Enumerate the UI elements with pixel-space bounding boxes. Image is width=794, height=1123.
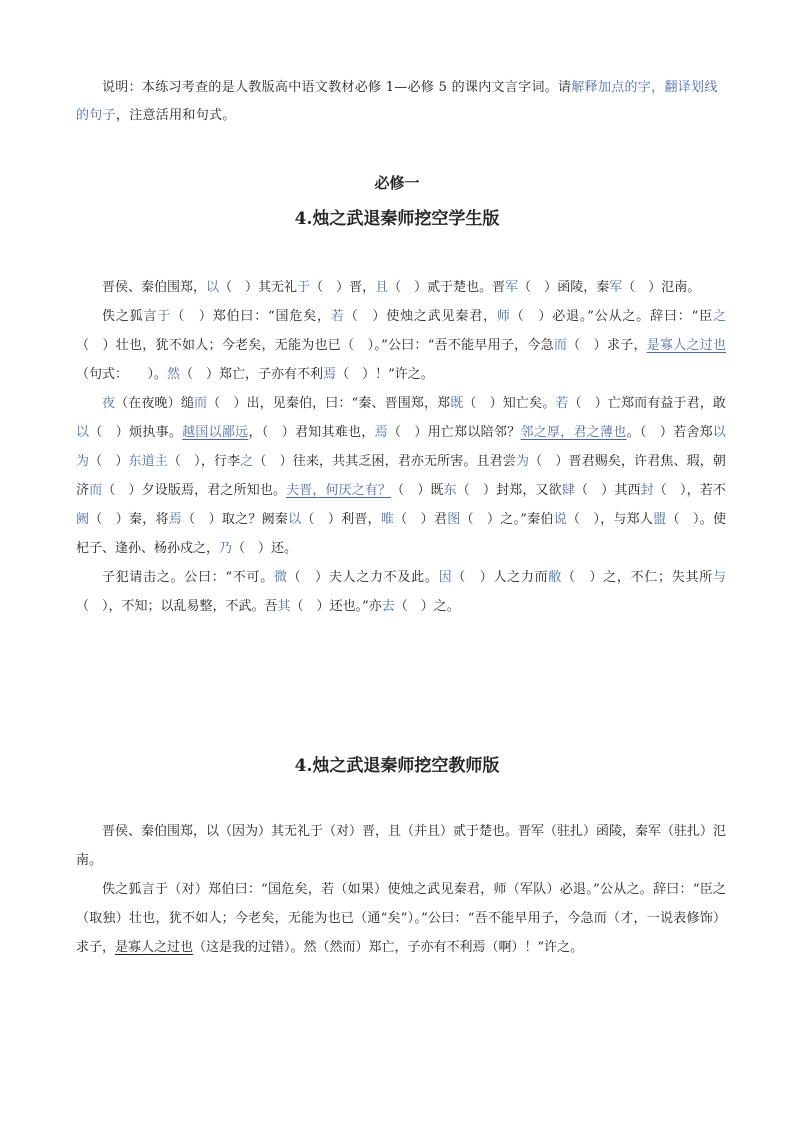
text-run: 还。 <box>271 541 298 556</box>
text-run: 壮也，犹不如人；今老矣，无能为也已 <box>115 338 342 353</box>
answer-blank: （ ） <box>566 512 601 527</box>
answer-blank: （ ） <box>167 454 201 469</box>
text-run: 利晋， <box>341 512 381 527</box>
answer-blank: （ ） <box>207 396 247 411</box>
keyword: 图 <box>447 512 461 527</box>
keyword: 肆 <box>561 483 575 498</box>
keyword: 军 <box>609 280 623 295</box>
student-paragraph-1 <box>76 273 726 302</box>
text-run: 往来，共其乏困，君亦无所害。且君尝 <box>292 454 516 469</box>
text-run: ！”许之。 <box>375 367 434 382</box>
keyword: 以 <box>288 512 302 527</box>
keyword: 焉 <box>168 512 183 527</box>
keyword: 唯 <box>380 512 395 527</box>
answer-blank: （ ） <box>171 309 213 324</box>
text-run: 晋， <box>349 280 376 295</box>
keyword: 师 <box>496 309 511 324</box>
instructions-lead: 说明：本练习考查的是人教版高中语文教材必修 1—必修 5 的课内文言字词。请 <box>102 80 572 95</box>
keyword: 而 <box>193 396 208 411</box>
keyword: 盟 <box>653 512 667 527</box>
keyword: 若 <box>555 396 569 411</box>
student-paragraph-2 <box>76 302 726 389</box>
answer-blank: （ ） <box>574 483 615 498</box>
answer-blank: （ ） <box>394 512 434 527</box>
text-run: 夫人之力不及此。 <box>328 570 439 585</box>
answer-blank: （ ） <box>394 599 434 614</box>
text-run: 佚之狐言 <box>102 309 158 324</box>
student-version-title: 4.烛之武退秦师挖空学生版 <box>294 209 500 229</box>
answer-blank: （ ） <box>456 483 497 498</box>
keyword: 军 <box>505 280 519 295</box>
answer-blank: （ ） <box>182 512 222 527</box>
answer-blank: （ ） <box>102 483 142 498</box>
answer-blank: （ ） <box>89 454 129 469</box>
keyword: 以 <box>206 280 220 295</box>
keyword: 微 <box>273 570 288 585</box>
answer-blank: （ ） <box>562 570 604 585</box>
answer-blank: （ ） <box>336 367 376 382</box>
text-run: 。（ ）若舍郑 <box>626 425 713 440</box>
teacher-paragraph-1 <box>76 817 726 875</box>
student-paragraph-3 <box>76 389 726 563</box>
answer-blank: （ ） <box>460 512 501 527</box>
text-run: 君 <box>433 512 448 527</box>
answer-blank: （ ） <box>391 483 431 498</box>
text-run: 之。 <box>433 599 460 614</box>
answer-blank: （ ） <box>568 396 608 411</box>
keyword: 东 <box>443 483 457 498</box>
answer-blank: （ ） <box>76 338 116 353</box>
keyword: 以 <box>76 425 90 440</box>
text-run: 郑伯曰：“国危矣， <box>212 309 331 324</box>
answer-blank: （ ） <box>89 512 130 527</box>
answer-blank: （ ） <box>76 599 109 614</box>
answer-blank: （ ） <box>529 454 569 469</box>
text-run: 知亡矣。 <box>502 396 556 411</box>
answer-blank: （ ） <box>622 280 662 295</box>
answer-blank: （ ） <box>452 570 494 585</box>
keyword: 封 <box>640 483 654 498</box>
answer-blank: （ ） <box>180 367 220 382</box>
translate-sentence: 邻之厚，君之薄也 <box>520 425 627 440</box>
answer-blank: （ ） <box>341 338 375 353</box>
answer-blank: （ ） <box>463 396 503 411</box>
text-run: 出，见秦伯，曰：“秦、晋围郑，郑 <box>246 396 451 411</box>
text-run: 既 <box>430 483 444 498</box>
answer-blank: （ ） <box>510 309 553 324</box>
keyword: 焉 <box>374 425 388 440</box>
keyword: 既 <box>450 396 464 411</box>
keyword: 以为 <box>76 425 726 469</box>
text-run: 晋侯、秦伯围郑， <box>102 280 207 295</box>
text-run: 晋侯、秦伯围郑，以（因为）其无礼于（对）晋，且（并且）贰于楚也。晋军（驻扎）函陵，秦军（驻扎）氾南。 <box>76 824 727 868</box>
instructions-tail: ，注意活用和句式。 <box>115 108 236 123</box>
student-paragraph-4 <box>76 563 726 621</box>
keyword: 为 <box>515 454 530 469</box>
text-run: ，行李 <box>200 454 241 469</box>
text-run: 晋君赐矣，许君焦、瑕，朝济 <box>76 454 726 498</box>
answer-blank: （ ） <box>567 338 607 353</box>
keyword: 东道主 <box>128 454 168 469</box>
answer-blank: （ ） <box>89 425 130 440</box>
text-run: ，（ ）君知其难也， <box>248 425 375 440</box>
keyword: 之 <box>712 309 726 324</box>
text-run: （句式： ）。 <box>76 367 168 382</box>
text-run: 求子， <box>606 338 647 353</box>
text-run: 其无礼 <box>258 280 298 295</box>
teacher-version-title: 4.烛之武退秦师挖空教师版 <box>294 756 500 776</box>
text-run: 氾南。 <box>661 280 701 295</box>
keyword: 焉 <box>323 367 337 382</box>
keyword: 其 <box>277 599 291 614</box>
text-run: 烦执事。 <box>129 425 183 440</box>
answer-blank: （ ） <box>344 309 387 324</box>
answer-blank: （ ） <box>287 570 329 585</box>
keyword: 因 <box>438 570 453 585</box>
instructions-highlight: 解释加点的字，翻译划线的句子 <box>76 80 718 123</box>
answer-blank: （ ） <box>518 280 558 295</box>
text-run: 函陵，秦 <box>557 280 610 295</box>
text-run: 封郑，又欲 <box>496 483 562 498</box>
translate-sentence: 越国以鄙远 <box>182 425 249 440</box>
keyword: 于 <box>157 309 172 324</box>
underlined-sentence: 是寡人之过也 <box>115 940 194 955</box>
answer-blank: （ ） <box>310 280 350 295</box>
section-heading: 必修一 <box>374 174 420 192</box>
text-run: 必退。”公从之。辞曰：“臣 <box>552 309 713 324</box>
keyword: 于 <box>297 280 311 295</box>
text-run: 取之？阙秦 <box>221 512 289 527</box>
text-run: （在夜晚）缒 <box>115 396 194 411</box>
keyword: 且 <box>375 280 389 295</box>
answer-blank: （ ） <box>387 425 428 440</box>
text-run: ，若不 <box>686 483 726 498</box>
keyword: 去 <box>381 599 395 614</box>
translate-sentence: 是寡人之过也 <box>646 338 726 353</box>
answer-blank: （ ） <box>219 280 259 295</box>
text-run: 其西 <box>614 483 641 498</box>
answer-blank: （ ） <box>388 280 428 295</box>
text-run: 子犯请击之。公曰：“不可。 <box>102 570 274 585</box>
text-run: 之，不仁；失其所 <box>603 570 713 585</box>
answer-blank: （ ） <box>253 454 293 469</box>
text-run: 之。”秦伯 <box>500 512 554 527</box>
text-run: 人之力而 <box>493 570 549 585</box>
teacher-paragraph-2 <box>76 875 726 962</box>
student-version-text <box>76 273 726 621</box>
answer-blank: （ ） <box>653 483 687 498</box>
text-run: 亡郑而有益于君，敢 <box>607 396 726 411</box>
keyword: 夜 <box>102 396 116 411</box>
instructions <box>76 74 726 130</box>
text-run: 使烛之武见秦君， <box>386 309 497 324</box>
keyword: 乃 <box>219 541 233 556</box>
text-run: 佚之狐言于（对）郑伯曰：“国危矣，若（如果）使烛之武见秦君，师（军队）必退。”公从之。辞曰：“臣之（取独）壮也，犹不如人；今老矣，无能为也已（通“矣”）。”公曰：“吾不能早用子，今急而（才，一说表修饰）求子， <box>76 882 726 955</box>
text-run: ，与郑人 <box>600 512 654 527</box>
text-run: ，不知；以乱易整，不武。吾 <box>108 599 278 614</box>
text-run: 用亡郑以陪邻？ <box>427 425 521 440</box>
keyword: 而 <box>553 338 568 353</box>
keyword: 若 <box>330 309 345 324</box>
answer-blank: （ ） <box>301 512 342 527</box>
answer-blank: （ ） <box>232 541 272 556</box>
text-run: 。使杞子、逢孙、杨孙戍之， <box>76 512 726 556</box>
keyword: 阙 <box>76 512 90 527</box>
keyword: 然 <box>167 367 181 382</box>
keyword: 说 <box>553 512 567 527</box>
text-run: 。”公曰：“吾不能早用子，今急 <box>374 338 554 353</box>
teacher-version-text <box>76 817 726 962</box>
text-run: 夕设版焉，君之所知也。 <box>141 483 287 498</box>
answer-blank: （ ） <box>290 599 330 614</box>
text-run: 秦，将 <box>129 512 169 527</box>
keyword: 与 <box>712 570 726 585</box>
keyword: 敝 <box>548 570 563 585</box>
translate-sentence: 夫晋，何厌之有？ <box>286 483 392 498</box>
text-run: 还也。”亦 <box>329 599 382 614</box>
text-run: 郑亡，子亦有不利 <box>219 367 324 382</box>
text-run: 贰于楚也。晋 <box>427 280 506 295</box>
text-run: （这是我的过错）。然（然而）郑亡，子亦有不利焉（啊）！”许之。 <box>193 940 584 955</box>
answer-blank: （ ） <box>666 512 700 527</box>
keyword: 之 <box>240 454 254 469</box>
keyword: 而 <box>89 483 103 498</box>
